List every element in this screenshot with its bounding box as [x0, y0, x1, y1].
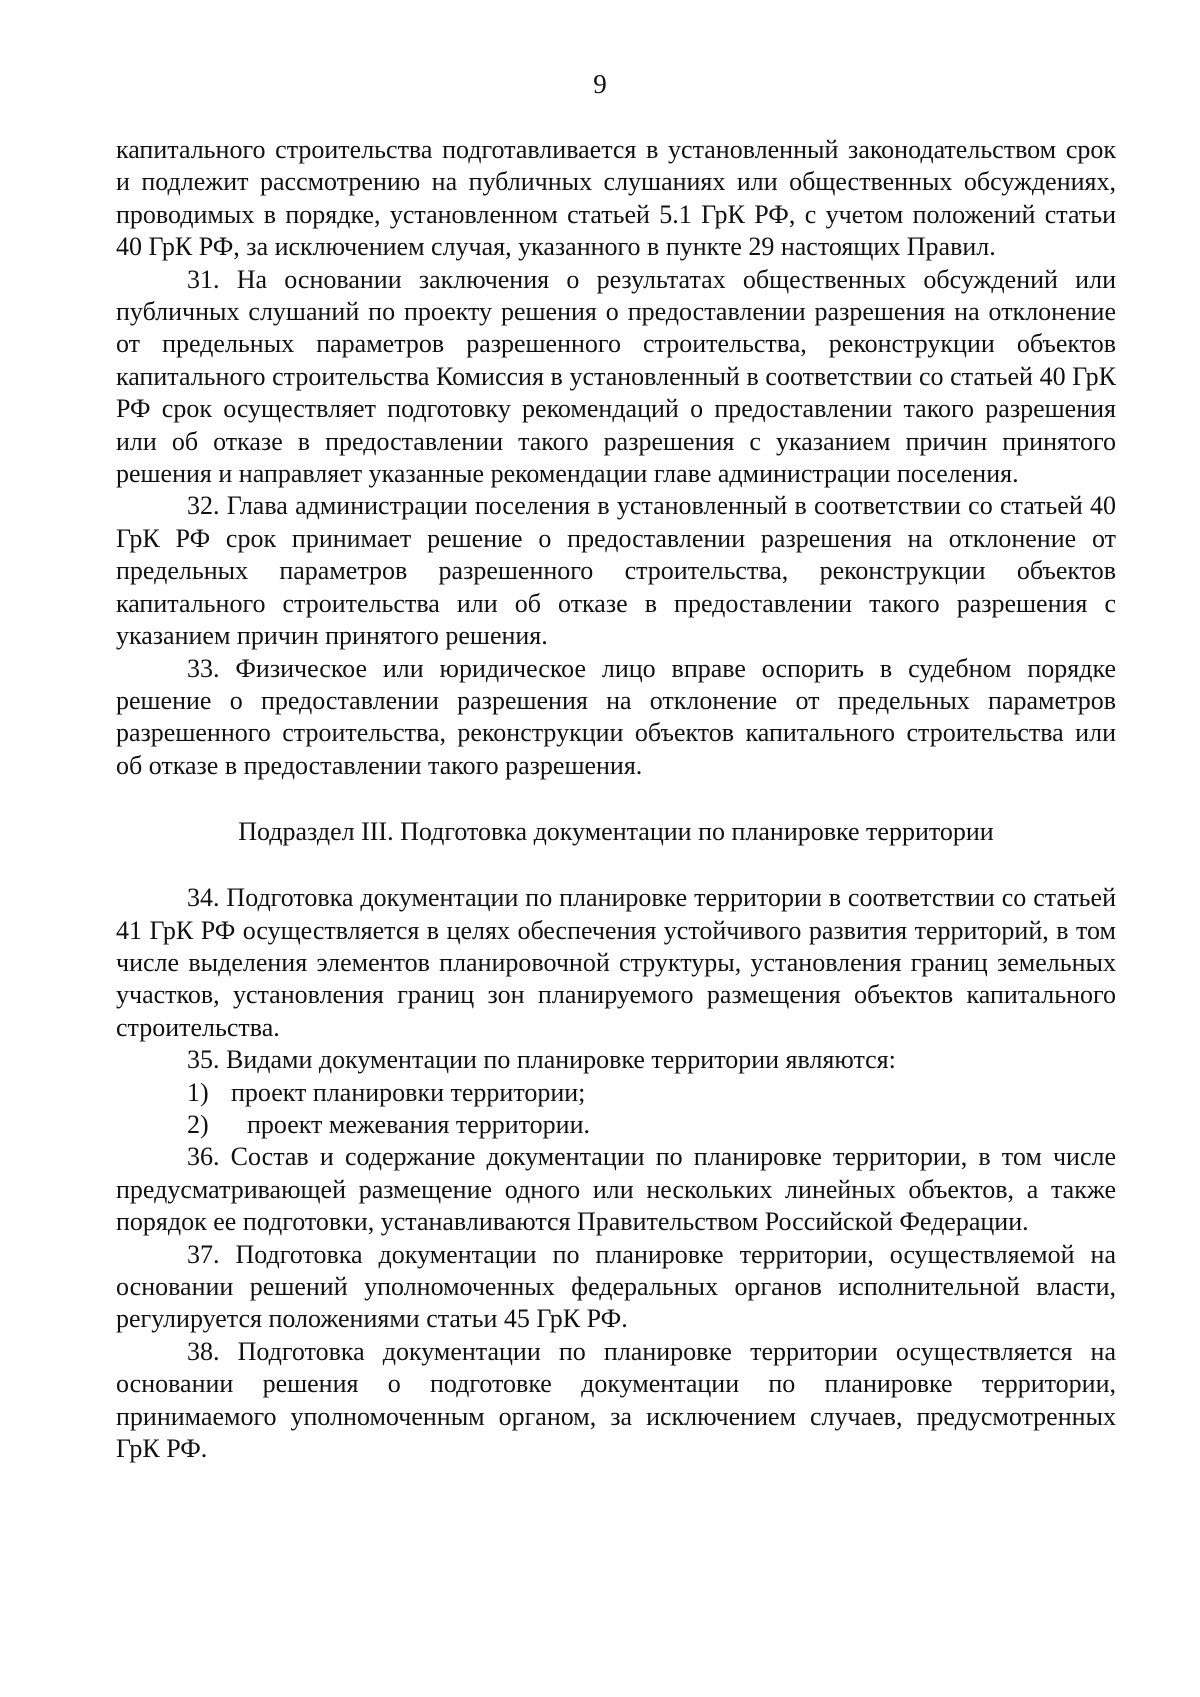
list-item-text: проект межевания территории.	[247, 1109, 591, 1139]
paragraph-36: 36. Состав и содержание документации по планировке территории, в том числе предусматривающей размещение одного или нескольких линейных объектов, а также порядок ее подготовки, устанавливаются Правительством Российской Федерации.	[116, 1142, 1116, 1237]
list-item	[116, 1077, 1116, 1109]
paragraph-continuation: капитального строительства подготавливается в установленный законодательством срок и подлежит рассмотрению на публичных слушаниях или общественных обсуждениях, проводимых в порядке, установленном статьей 5.1 ГрК РФ, с учетом положений статьи 40 ГрК РФ, за исключением случая, указанного в пункте 29 настоящих Правил.	[116, 135, 1116, 262]
paragraph-32: 32. Глава администрации поселения в установленный в соответствии со статьей 40 ГрК РФ срок принимает решение о предоставлении разрешения на отклонение от предельных параметров разрешенного строительства, реконструкции объектов капитального строительства или об отказе в предоставлении такого разрешения с указанием причин принятого решения.	[116, 491, 1116, 651]
list-item-number: 2)	[187, 1109, 209, 1139]
paragraph-33: 33. Физическое или юридическое лицо вправе оспорить в судебном порядке решение о предоставлении разрешения на отклонение от предельных параметров разрешенного строительства, реконструкции объектов капитального строительства или об отказе в предоставлении такого разрешения.	[116, 653, 1116, 780]
list-item	[116, 1109, 1116, 1141]
paragraph-38: 38. Подготовка документации по планировке территории осуществляется на основании решения о подготовке документации по планировке территории, принимаемого уполномоченным органом, за исключением случаев, предусмотренных ГрК РФ.	[116, 1336, 1116, 1464]
list-item-number: 1)	[187, 1077, 209, 1107]
document-body	[116, 134, 1116, 1465]
page-number: 9	[593, 69, 607, 99]
paragraph-37: 37. Подготовка документации по планировке территории, осуществляемой на основании решений уполномоченных федеральных органов исполнительной власти, регулируется положениями статьи 45 ГрК РФ.	[116, 1239, 1116, 1334]
paragraph-31: 31. На основании заключения о результатах общественных обсуждений или публичных слушаний по проекту решения о предоставлении разрешения на отклонение от предельных параметров разрешенного строительства, реконструкции объектов капитального строительства Комиссия в установленный в соответствии со статьей 40 ГрК РФ срок осуществляет подготовку рекомендаций о предоставлении такого разрешения или об отказе в предоставлении такого разрешения с указанием причин принятого решения и направляет указанные рекомендации главе администрации поселения.	[116, 264, 1116, 489]
list-item-text: проект планировки территории;	[231, 1077, 586, 1107]
paragraph-34: 34. Подготовка документации по планировке территории в соответствии со статьей 41 ГрК РФ осуществляется в целях обеспечения устойчивого развития территорий, в том числе выделения элементов планировочной структуры, установления границ земельных участков, установления границ зон планируемого размещения объектов капитального строительства.	[116, 883, 1116, 1042]
paragraph-35: 35. Видами документации по планировке территории являются:	[187, 1045, 896, 1075]
section-heading: Подраздел III. Подготовка документации по планировке территории	[238, 817, 994, 847]
